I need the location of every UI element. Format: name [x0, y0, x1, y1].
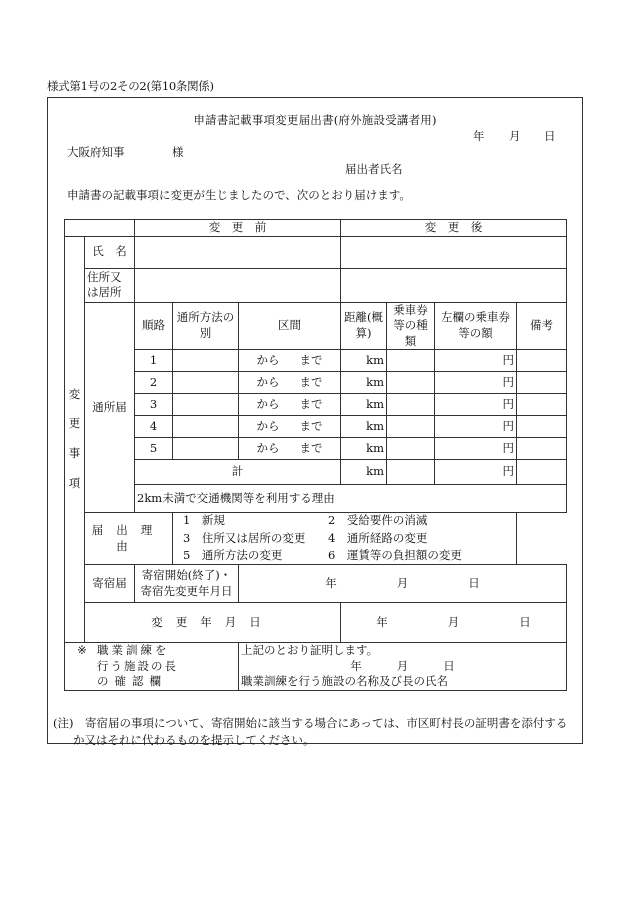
- change-items-label: [65, 236, 85, 643]
- total-ticket-type-cell[interactable]: [387, 460, 435, 485]
- blank-corner: [65, 220, 135, 237]
- address-after-cell[interactable]: [341, 268, 567, 302]
- reason-options: [173, 513, 517, 565]
- change-date-label-cell: [85, 603, 341, 643]
- reason-option[interactable]: 4 通所経路の変更: [328, 530, 428, 545]
- form-number: 様式第1号の2その2(第10条関係): [47, 79, 214, 93]
- section-cell[interactable]: [239, 394, 341, 416]
- section-cell[interactable]: [239, 416, 341, 438]
- col-remarks-header: 備考: [517, 302, 567, 350]
- total-label: 計: [135, 460, 341, 485]
- name-before-cell[interactable]: [135, 236, 341, 268]
- remarks-cell[interactable]: [517, 416, 567, 438]
- ticket-type-cell[interactable]: [387, 394, 435, 416]
- to-label: まで: [299, 440, 323, 455]
- section-cell[interactable]: [239, 438, 341, 460]
- addressee-suffix: 様: [172, 145, 184, 159]
- after-header: 変 更 後: [341, 220, 567, 237]
- certify-year: 年: [350, 658, 362, 673]
- col-order-header: 順路: [135, 302, 173, 350]
- reason-option[interactable]: 6 運賃等の負担額の変更: [328, 548, 462, 563]
- change-month: 月: [447, 614, 460, 629]
- under2km-reason-cell[interactable]: [135, 485, 567, 513]
- ticket-amount-cell[interactable]: 円: [435, 372, 517, 394]
- reason-option[interactable]: 5 通所方法の変更: [183, 548, 283, 563]
- order-cell: 4: [135, 416, 173, 438]
- ticket-amount-cell[interactable]: 円: [435, 416, 517, 438]
- reason-option[interactable]: 3 住所又は居所の変更: [183, 530, 306, 545]
- certify-month: 月: [396, 658, 409, 673]
- footnote-line2: か又はそれに代わるものを提示してください。: [73, 732, 315, 747]
- remarks-cell[interactable]: [517, 438, 567, 460]
- lodging-date-label-line2: 寄宿先変更年月日: [140, 583, 233, 598]
- col-distance-header: 距離(概算): [341, 302, 387, 350]
- to-label: まで: [299, 418, 323, 433]
- remarks-cell[interactable]: [517, 372, 567, 394]
- ticket-type-cell[interactable]: [387, 438, 435, 460]
- reason-option[interactable]: 2 受給要件の消滅: [328, 513, 428, 528]
- col-ticket-amount-header: 左欄の乗車券等の額: [435, 302, 517, 350]
- intro-text: 申請書の記載事項に変更が生じましたので、次のとおり届けます。: [67, 188, 411, 202]
- confirm-label-cell: [65, 643, 239, 691]
- total-distance-cell[interactable]: km: [341, 460, 387, 485]
- from-label: から: [256, 374, 280, 389]
- table-row: [65, 372, 567, 394]
- under2km-reason-label: 2km未満で交通機関等を利用する理由: [137, 490, 335, 505]
- date-day: 日: [544, 129, 556, 143]
- change-items-text: 変更事項: [68, 386, 81, 491]
- form-frame: [47, 97, 583, 747]
- method-cell[interactable]: [173, 416, 239, 438]
- total-row: [65, 460, 567, 485]
- before-header: 変 更 前: [135, 220, 341, 237]
- change-date-cell[interactable]: [341, 603, 567, 643]
- lodging-date-label-line1: 寄宿開始(終了)・: [141, 568, 232, 583]
- remarks-cell[interactable]: [517, 394, 567, 416]
- footnote-line1: (注) 寄宿届の事項について、寄宿開始に該当する場合にあっては、市区町村長の証明書を添付する: [53, 716, 568, 730]
- from-label: から: [256, 418, 280, 433]
- ticket-amount-cell[interactable]: 円: [435, 394, 517, 416]
- col-method-header: 通所方法の別: [173, 302, 239, 350]
- table-row: [65, 416, 567, 438]
- table-row: [65, 394, 567, 416]
- order-cell: 5: [135, 438, 173, 460]
- confirm-label-line3: の確認欄: [97, 674, 167, 689]
- distance-cell[interactable]: km: [341, 438, 387, 460]
- section-cell[interactable]: [239, 350, 341, 372]
- reason-label-cell: [85, 513, 173, 565]
- to-label: まで: [299, 374, 323, 389]
- submitter-label: 届出者氏名: [345, 162, 403, 176]
- distance-cell[interactable]: km: [341, 350, 387, 372]
- lodging-date-cell[interactable]: [239, 565, 567, 603]
- distance-cell[interactable]: km: [341, 394, 387, 416]
- method-cell[interactable]: [173, 394, 239, 416]
- order-cell: 3: [135, 394, 173, 416]
- remarks-cell[interactable]: [517, 350, 567, 372]
- name-after-cell[interactable]: [341, 236, 567, 268]
- ticket-type-cell[interactable]: [387, 416, 435, 438]
- certify-day: 日: [443, 658, 455, 673]
- name-label: 氏 名: [85, 236, 135, 268]
- change-table: [64, 219, 567, 691]
- total-amount-cell[interactable]: 円: [435, 460, 517, 485]
- lodging-month: 月: [396, 575, 409, 590]
- ticket-amount-cell[interactable]: 円: [435, 438, 517, 460]
- section-cell[interactable]: [239, 372, 341, 394]
- method-cell[interactable]: [173, 372, 239, 394]
- lodging-label: 寄宿届: [85, 565, 135, 603]
- lodging-year: 年: [325, 575, 337, 590]
- date-month: 月: [509, 129, 521, 143]
- from-label: から: [256, 396, 280, 411]
- reason-label: 届出理由: [91, 523, 166, 553]
- total-remarks-cell[interactable]: [517, 460, 567, 485]
- date-year: 年: [473, 129, 485, 143]
- col-ticket-type-header: 乗車券等の種類: [387, 302, 435, 350]
- to-label: まで: [299, 352, 323, 367]
- change-date-label: 変更年月日: [151, 614, 274, 629]
- order-cell: 2: [135, 372, 173, 394]
- addressee: 大阪府知事: [67, 145, 125, 159]
- footnote: [53, 715, 578, 748]
- address-before-cell[interactable]: [135, 268, 341, 302]
- order-cell: 1: [135, 350, 173, 372]
- method-cell[interactable]: [173, 350, 239, 372]
- change-year: 年: [376, 614, 388, 629]
- table-row: [65, 350, 567, 372]
- ticket-type-cell[interactable]: [387, 372, 435, 394]
- from-label: から: [256, 352, 280, 367]
- distance-cell[interactable]: km: [341, 416, 387, 438]
- confirm-mark: ※: [77, 643, 87, 658]
- table-row: [65, 438, 567, 460]
- lodging-date-label: [135, 565, 239, 603]
- method-cell[interactable]: [173, 438, 239, 460]
- col-section-header: 区間: [239, 302, 341, 350]
- reason-option[interactable]: 1 新規: [183, 513, 225, 528]
- address-label: 住所又は居所: [85, 268, 135, 302]
- commute-label: 通所届: [85, 302, 135, 513]
- change-day: 日: [519, 614, 531, 629]
- distance-cell[interactable]: km: [341, 372, 387, 394]
- lodging-day: 日: [468, 575, 480, 590]
- from-label: から: [256, 440, 280, 455]
- confirm-cell[interactable]: [239, 643, 567, 691]
- form-title: 申請書記載事項変更届出書(府外施設受講者用): [193, 113, 437, 127]
- confirm-label-line1: 職業訓練を: [97, 643, 170, 658]
- certify-text: 上記のとおり証明します。: [241, 643, 379, 658]
- confirm-label-line2: 行う施設の長: [97, 658, 178, 673]
- ticket-type-cell[interactable]: [387, 350, 435, 372]
- ticket-amount-cell[interactable]: 円: [435, 350, 517, 372]
- facility-label: 職業訓練を行う施設の名称及び長の氏名: [241, 674, 448, 689]
- to-label: まで: [299, 396, 323, 411]
